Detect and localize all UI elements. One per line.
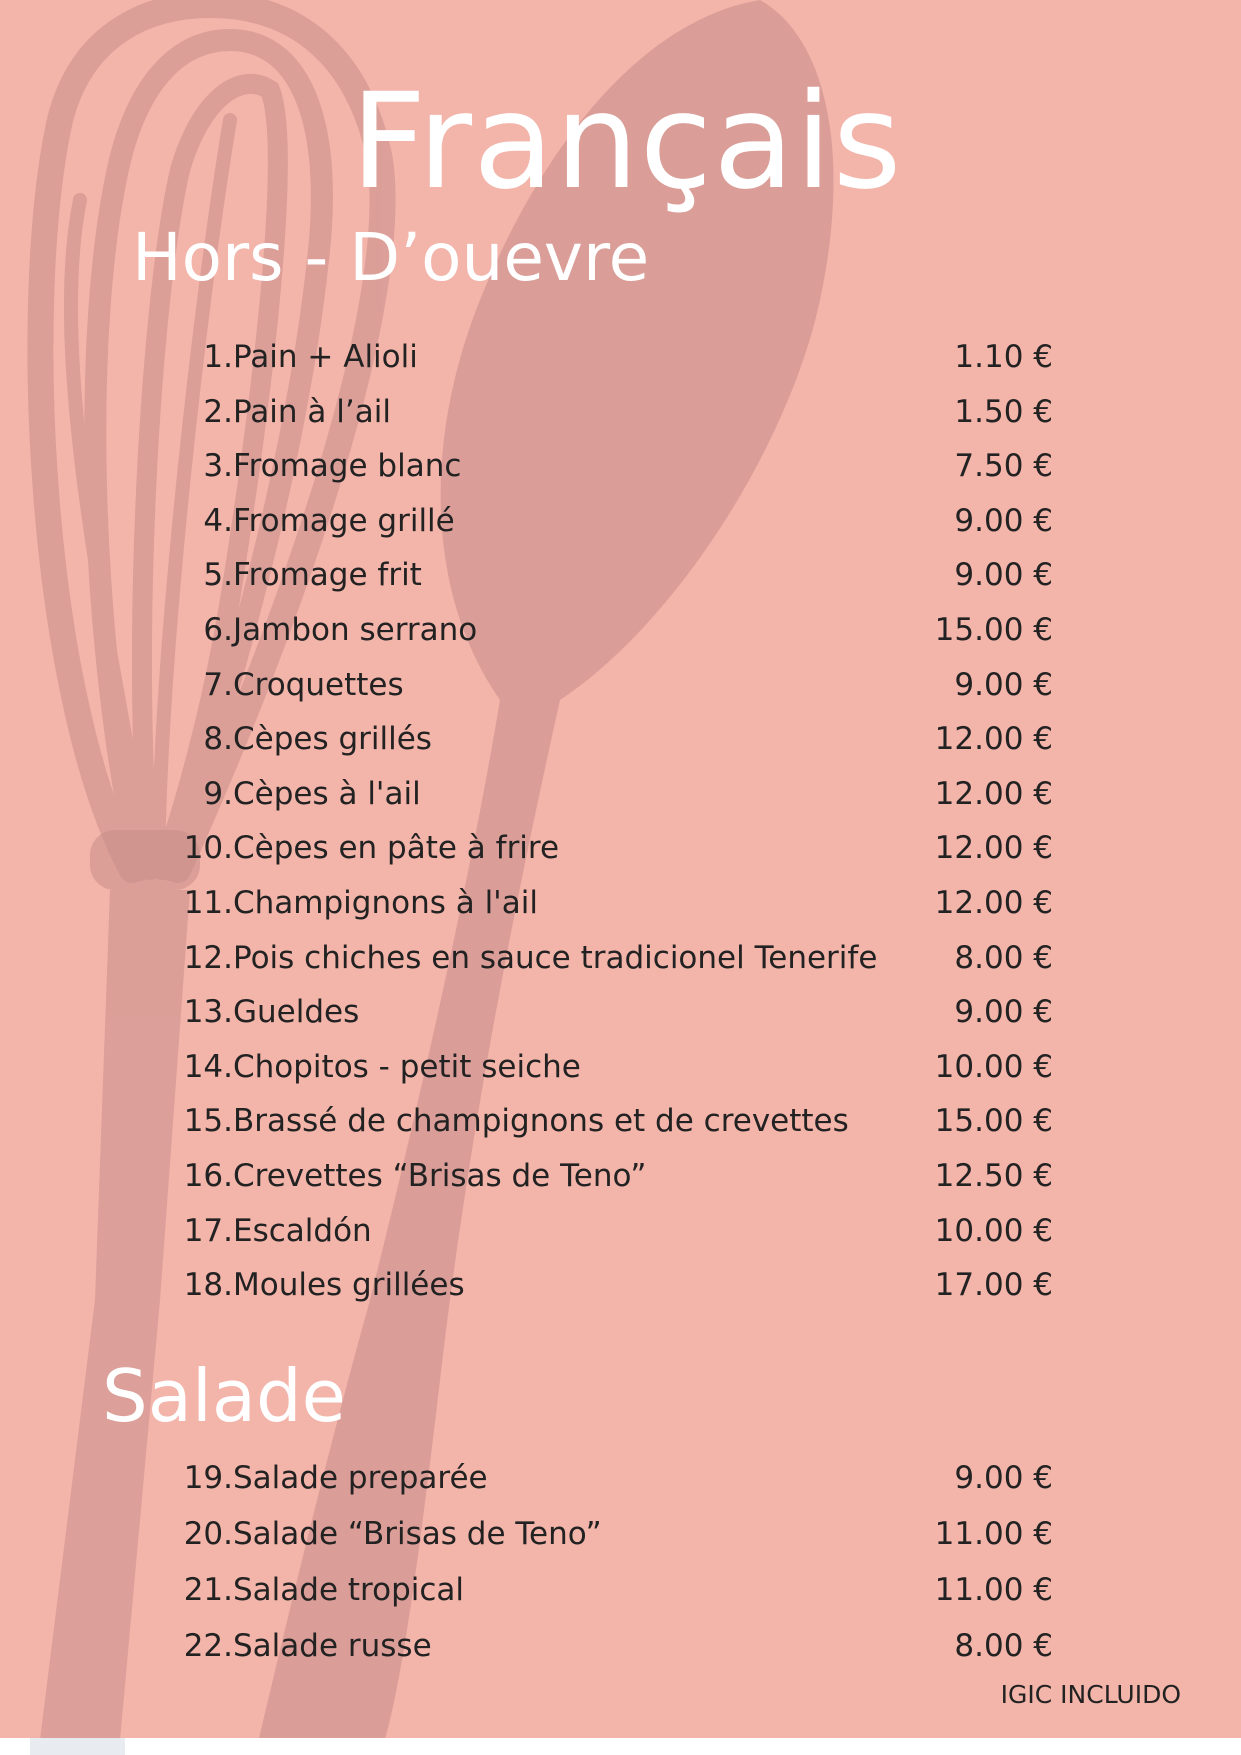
menu-item (0, 821, 1241, 876)
item-name: Pois chiches en sauce tradicionel Tenerife (233, 939, 878, 976)
item-name: Fromage blanc (233, 448, 462, 485)
item-name: Moules grillées (233, 1267, 465, 1304)
item-number: 10. (183, 830, 233, 867)
menu-item (0, 494, 1241, 549)
menu-item (0, 1258, 1241, 1313)
menu-item (0, 1094, 1241, 1149)
item-name: Salade “Brisas de Teno” (233, 1516, 602, 1552)
item-price: 15.00 € (934, 611, 1053, 648)
item-price: 9.00 € (954, 666, 1053, 703)
item-price: 12.00 € (934, 775, 1053, 812)
item-name: Salade russe (233, 1628, 432, 1664)
hors-doeuvre-list (0, 330, 1241, 1313)
item-price: 15.00 € (934, 1103, 1053, 1140)
menu-item (0, 330, 1241, 385)
item-price: 17.00 € (934, 1267, 1053, 1304)
tax-included-note: IGIC INCLUIDO (1000, 1680, 1181, 1709)
menu-item (0, 1149, 1241, 1204)
menu-item (0, 548, 1241, 603)
item-name: Fromage frit (233, 557, 422, 594)
item-number: 7. (203, 666, 233, 703)
item-name: Champignons à l'ail (233, 884, 538, 921)
item-price: 8.00 € (954, 1628, 1053, 1664)
item-price: 9.00 € (954, 994, 1053, 1031)
section-title-salade: Salade (102, 1354, 346, 1438)
menu-item (0, 931, 1241, 986)
item-price: 10.00 € (934, 1048, 1053, 1085)
bottom-border-accent (30, 1738, 125, 1755)
item-number: 20. (183, 1516, 233, 1552)
item-price: 11.00 € (934, 1516, 1053, 1552)
bottom-border-strip (0, 1738, 1241, 1755)
page-title: Français (350, 65, 903, 219)
item-price: 9.00 € (954, 502, 1053, 539)
item-number: 11. (183, 884, 233, 921)
item-number: 2. (203, 393, 233, 430)
item-number: 21. (183, 1572, 233, 1608)
item-name: Salade preparée (233, 1460, 488, 1496)
menu-item (0, 1451, 1241, 1507)
item-number: 19. (183, 1460, 233, 1496)
item-name: Brassé de champignons et de crevettes (233, 1103, 849, 1140)
section-title-hors-doeuvre: Hors - D’ouevre (132, 219, 650, 296)
item-price: 7.50 € (954, 448, 1053, 485)
salade-list (0, 1451, 1241, 1675)
item-name: Gueldes (233, 994, 360, 1031)
item-number: 4. (203, 502, 233, 539)
item-price: 12.50 € (934, 1157, 1053, 1194)
item-name: Crevettes “Brisas de Teno” (233, 1157, 647, 1194)
item-name: Jambon serrano (233, 611, 478, 648)
item-price: 9.00 € (954, 1460, 1053, 1496)
item-name: Cèpes grillés (233, 721, 432, 758)
item-name: Chopitos - petit seiche (233, 1048, 581, 1085)
menu-item (0, 876, 1241, 931)
item-name: Croquettes (233, 666, 404, 703)
item-name: Salade tropical (233, 1572, 465, 1608)
item-price: 9.00 € (954, 557, 1053, 594)
item-number: 14. (183, 1048, 233, 1085)
menu-item (0, 439, 1241, 494)
menu-item (0, 985, 1241, 1040)
item-number: 1. (203, 339, 233, 375)
menu-item (0, 603, 1241, 658)
item-number: 8. (203, 721, 233, 758)
item-price: 1.10 € (954, 339, 1053, 375)
item-name: Cèpes en pâte à frire (233, 830, 560, 867)
item-price: 1.50 € (954, 393, 1053, 430)
item-number: 9. (203, 775, 233, 812)
item-price: 12.00 € (934, 721, 1053, 758)
item-number: 17. (183, 1212, 233, 1249)
item-name: Pain à l’ail (233, 393, 391, 430)
menu-item (0, 712, 1241, 767)
item-number: 6. (203, 611, 233, 648)
item-number: 3. (203, 448, 233, 485)
item-name: Cèpes à l'ail (233, 775, 421, 812)
item-number: 13. (183, 994, 233, 1031)
item-name: Pain + Alioli (233, 339, 418, 375)
menu-item (0, 767, 1241, 822)
item-price: 12.00 € (934, 884, 1053, 921)
item-number: 5. (203, 557, 233, 594)
item-price: 10.00 € (934, 1212, 1053, 1249)
item-price: 8.00 € (954, 939, 1053, 976)
menu-item (0, 1507, 1241, 1563)
menu-item (0, 1563, 1241, 1619)
item-number: 22. (183, 1628, 233, 1664)
menu-item (0, 1619, 1241, 1675)
item-price: 12.00 € (934, 830, 1053, 867)
menu-item (0, 1204, 1241, 1259)
item-number: 18. (183, 1267, 233, 1304)
item-number: 16. (183, 1157, 233, 1194)
item-name: Fromage grillé (233, 502, 455, 539)
item-number: 12. (183, 939, 233, 976)
menu-item (0, 658, 1241, 713)
item-number: 15. (183, 1103, 233, 1140)
menu-item (0, 385, 1241, 440)
item-price: 11.00 € (934, 1572, 1053, 1608)
menu-item (0, 1040, 1241, 1095)
item-name: Escaldón (233, 1212, 372, 1249)
